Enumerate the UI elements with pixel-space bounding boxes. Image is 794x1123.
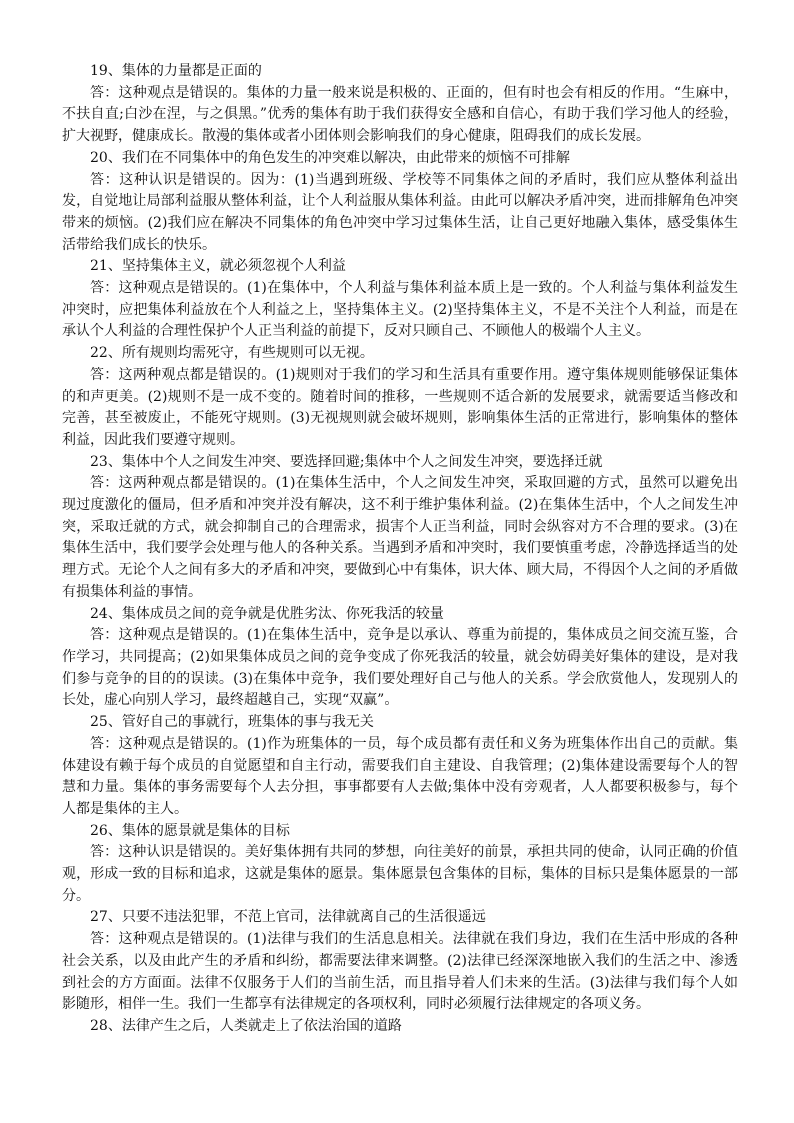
- question-26: 26、集体的愿景就是集体的目标: [90, 822, 290, 839]
- answer-24: 答：这种观点是错误的。(1)在集体生活中，竞争是以承认、尊重为前提的，集体成员之间交流互鉴，合作学习，共同提高；(2)如果集体成员之间的竞争变成了你死我活的较量，就会妨碍美好集体的建设，是对我们参与竞争的目的的误读。(3)在集体中竞争，我们要处理好自己与他人的关系。学会欣赏他人，发现别人的长处，虚心向别人学习，最终超越自己，实现“双赢”。: [62, 627, 738, 709]
- question-23: 23、集体中个人之间发生冲突、要选择回避;集体中个人之间发生冲突，要选择迁就: [90, 453, 603, 470]
- answer-23: 答：这两种观点都是错误的。(1)在集体生活中，个人之间发生冲突，采取回避的方式，虽然可以避免出现过度激化的僵局，但矛盾和冲突并没有解决，这不利于维护集体利益。(2)在集体生活中，个人之间发生冲突，采取迁就的方式，就会抑制自己的合理需求，损害个人正当利益，同时会纵容对方不合理的要求。(3)在集体生活中，我们要学会处理与他人的各种关系。当遇到矛盾和冲突时，我们要慎重考虑，冷静选择适当的处理方式。无论个人之间有多大的矛盾和冲突，要做到心中有集体，识大体、顾大局，不得因个人之间的矛盾做有损集体利益的事情。: [62, 475, 738, 600]
- question-20: 20、我们在不同集体中的角色发生的冲突难以解决，由此带来的烦恼不可排解: [90, 149, 570, 166]
- question-19: 19、集体的力量都是正面的: [90, 63, 262, 79]
- question-24: 24、集体成员之间的竞争就是优胜劣汰、你死我活的较量: [90, 605, 444, 622]
- answer-19: 答：这种观点是错误的。集体的力量一般来说是积极的、正面的，但有时也会有相反的作用。“生麻中，不扶自直;白沙在涅，与之俱黑。”优秀的集体有助于我们获得安全感和自信心，有助于我们学习他人的经验，扩大视野，健康成长。散漫的集体或者小团体则会影响我们的身心健康，阻碍我们的成长发展。: [62, 84, 738, 145]
- answer-21: 答：这种观点是错误的。(1)在集体中，个人利益与集体利益本质上是一致的。个人利益与集体利益发生冲突时，应把集体利益放在个人利益之上，坚持集体主义。(2)坚持集体主义，不是不关注个人利益，而是在承认个人利益的合理性保护个人正当利益的前提下，反对只顾自己、不顾他人的极端个人主义。: [62, 280, 738, 340]
- question-27: 27、只要不违法犯罪，不范上官司，法律就离自己的生活很遥远: [90, 909, 486, 926]
- answer-27: 答：这种观点是错误的。(1)法律与我们的生活息息相关。法律就在我们身边，我们在生活中形成的各种社会关系，以及由此产生的矛盾和纠纷，都需要法律来调整。(2)法律已经深深地嵌入我们的生活之中、渗透到社会的方方面面。法律不仅服务于人们的当前生活，而且指导着人们未来的生活。(3)法律与我们每个人如影随形，相伴一生。我们一生都享有法律规定的各项权利，同时必须履行法律规定的各项义务。: [62, 931, 738, 1013]
- question-21: 21、坚持集体主义，就必须忽视个人利益: [90, 258, 346, 275]
- question-22: 22、所有规则均需死守，有些规则可以无视。: [90, 345, 374, 362]
- document-body: [62, 61, 738, 1038]
- question-25: 25、管好自己的事就行，班集体的事与我无关: [90, 714, 374, 731]
- answer-22: 答：这两种观点都是错误的。(1)规则对于我们的学习和生活具有重要作用。遵守集体规则能够保证集体的和声更美。(2)规则不是一成不变的。随着时间的推移，一些规则不适合新的发展要求，就需要适当修改和完善，甚至被废止，不能死守规则。(3)无视规则就会破坏规则，影响集体生活的正常进行，影响集体的整体利益，因此我们要遵守规则。: [62, 366, 738, 448]
- answer-20: 答：这种认识是错误的。因为：(1)当遇到班级、学校等不同集体之间的矛盾时，我们应从整体利益出发，自觉地让局部利益服从整体利益，让个人利益服从集体利益。由此可以解决矛盾冲突，进而排解角色冲突带来的烦恼。(2)我们应在解决不同集体的角色冲突中学习过集体生活，让自己更好地融入集体，感受集体生活带给我们成长的快乐。: [62, 171, 738, 253]
- answer-26: 答：这种认识是错误的。美好集体拥有共同的梦想，向往美好的前景，承担共同的使命，认同正确的价值观，形成一致的目标和追求，这就是集体的愿景。集体愿景包含集体的目标，集体的目标只是集体愿景的一部分。: [62, 844, 738, 904]
- answer-25: 答：这种观点是错误的。(1)作为班集体的一员，每个成员都有责任和义务为班集体作出自己的贡献。集体建设有赖于每个成员的自觉愿望和自主行动，需要我们自主建设、自我管理；(2)集体建设需要每个人的智慧和力量。集体的事务需要每个人去分担，事事都要有人去做;集体中没有旁观者，人人都要积极参与，每个人都是集体的主人。: [62, 735, 738, 817]
- question-28: 28、法律产生之后，人类就走上了依法治国的道路: [90, 1017, 402, 1034]
